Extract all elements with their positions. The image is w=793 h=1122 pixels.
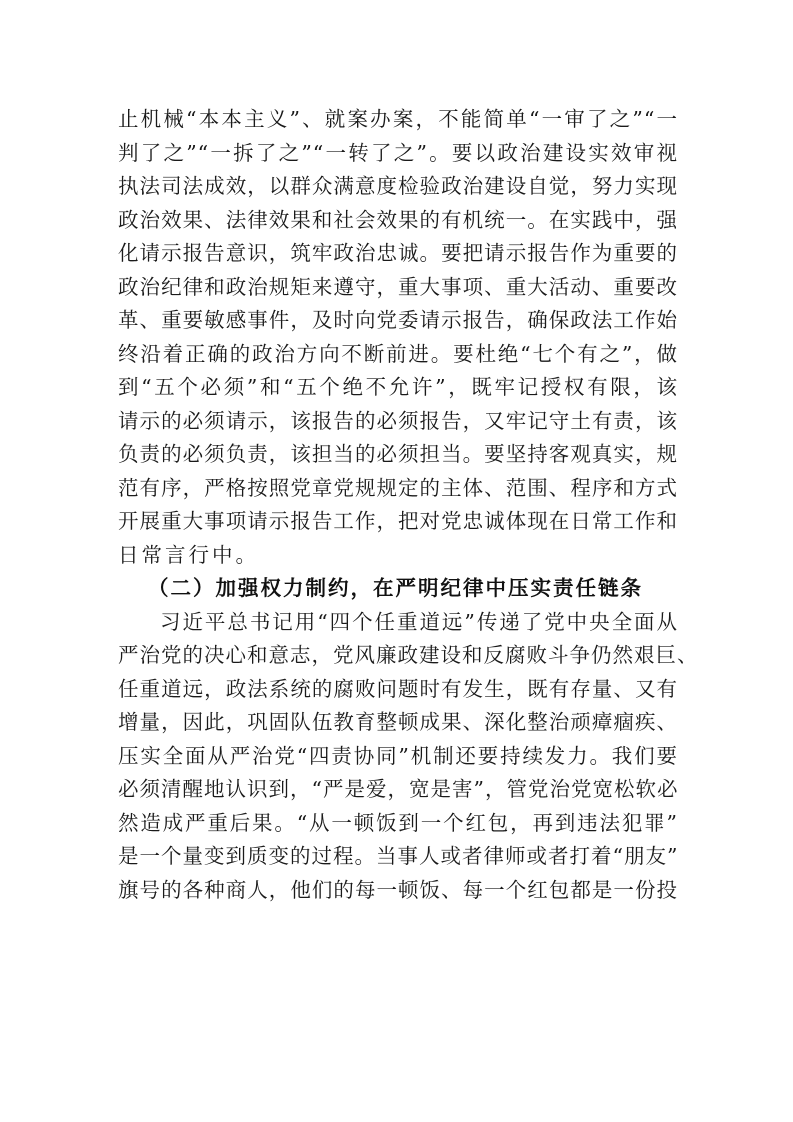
text-line: 判了之”“一拆了之”“一转了之”。要以政治建设实效审视 — [118, 140, 678, 165]
text-line: 政治效果、法律效果和社会效果的有机统一。在实践中，强 — [118, 207, 678, 232]
text-line: 然造成严重后果。“从一顿饭到一个红包，再到违法犯罪” — [118, 810, 678, 835]
text-line: 化请示报告意识，筑牢政治忠诚。要把请示报告作为重要的 — [118, 241, 678, 265]
text-line: 压实全面从严治党“四责协同”机制还要持续发力。我们要 — [118, 743, 678, 768]
section-heading: （二）加强权力制约，在严明纪律中压实责任链条 — [148, 576, 643, 600]
text-line: 任重道远，政法系统的腐败问题时有发生，既有存量、又有 — [118, 676, 678, 701]
text-line: 到“五个必须”和“五个绝不允许”，既牢记授权有限，该 — [118, 375, 678, 399]
text-line: 政治纪律和政治规矩来遵守，重大事项、重大活动、重要改 — [118, 274, 678, 299]
text-line: 请示的必须请示，该报告的必须报告，又牢记守土有责，该 — [118, 408, 678, 433]
text-line: 严治党的决心和意志，党风廉政建设和反腐败斗争仍然艰巨、 — [118, 643, 699, 667]
text-line: 旗号的各种商人，他们的每一顿饭、每一个红包都是一份投 — [118, 877, 678, 902]
text-line: 必须清醒地认识到，“严是爱，宽是害”，管党治党宽松软必 — [118, 777, 679, 801]
text-line: 日常言行中。 — [118, 542, 259, 567]
paragraph-political-loyalty — [118, 103, 678, 572]
text-line: 止机械“本本主义”、就案办案，不能简单“一审了之”“一 — [118, 107, 678, 131]
text-line: 开展重大事项请示报告工作，把对党忠诚体现在日常工作和 — [118, 509, 678, 533]
text-line: 负责的必须负责，该担当的必须担当。要坚持客观真实，规 — [118, 442, 678, 466]
text-line: 是一个量变到质变的过程。当事人或者律师或者打着“朋友” — [118, 844, 679, 868]
text-line: 革、重要敏感事件，及时向党委请示报告，确保政法工作始 — [118, 308, 678, 332]
text-line: 终沿着正确的政治方向不断前进。要杜绝“七个有之”，做 — [118, 341, 678, 366]
text-line: 执法司法成效，以群众满意度检验政治建设自觉，努力实现 — [118, 174, 678, 198]
text-line: 增量，因此，巩固队伍教育整顿成果、深化整治顽瘴痼疾、 — [118, 710, 678, 734]
text-line: 范有序，严格按照党章党规规定的主体、范围、程序和方式 — [118, 475, 678, 500]
document-page — [118, 103, 699, 907]
paragraph-power-restraint — [118, 606, 699, 908]
text-line: 习近平总书记用“四个任重道远”传递了党中央全面从 — [160, 609, 678, 634]
